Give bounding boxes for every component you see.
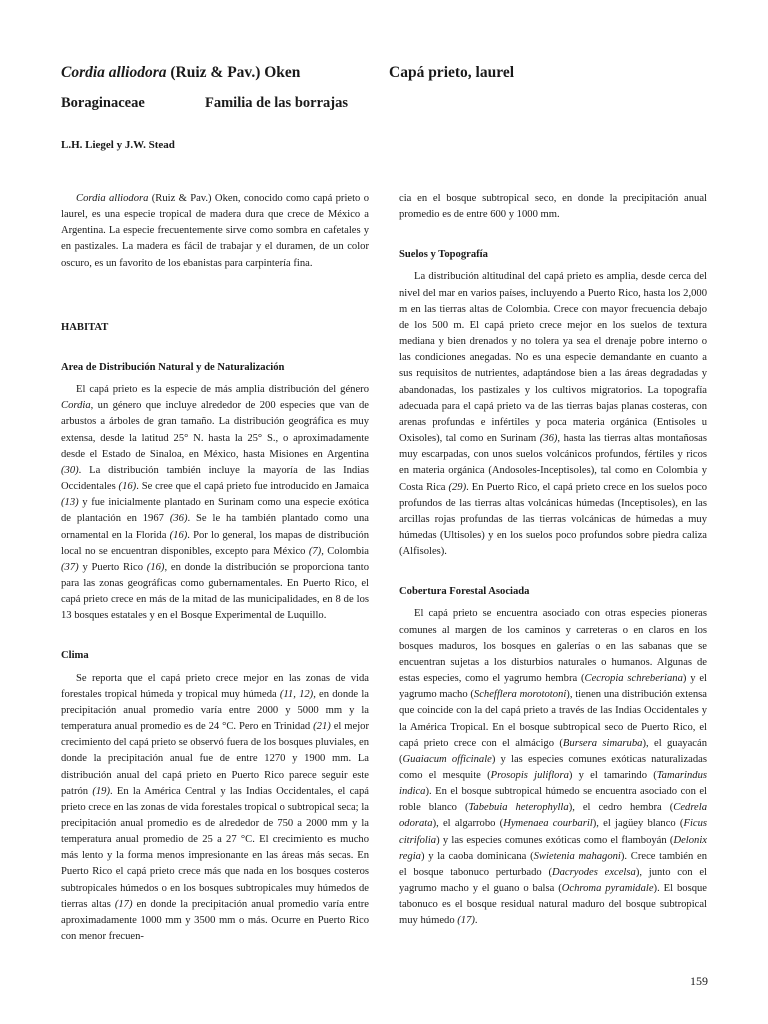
italic-text: Hymenaea courbaril [503, 818, 593, 830]
cobertura-heading: Cobertura Forestal Asociada [399, 586, 530, 598]
italic-text: Ficus citrifolia [399, 818, 708, 846]
text-run: ), el jagüey blanco ( [592, 818, 684, 830]
text-run: Se reporta que el capá prieto crece mejor en las zonas de vida forestales tropical húmeda y tropical muy húmeda [61, 672, 369, 700]
italic-text: (16) [169, 529, 188, 541]
habitat-heading: HABITAT [61, 321, 109, 333]
suelos-heading: Suelos y Topografía [399, 249, 488, 261]
italic-text: Tabebuia heterophylla [468, 802, 569, 814]
text-run: y fue inicialmente plantado en Surinam como una especie exótica de plantación en 1967 [61, 497, 369, 525]
italic-text: (16) [146, 561, 165, 573]
left-column [61, 191, 369, 945]
italic-text: Bursera simaruba [562, 737, 643, 749]
text-run: ). El bosque tabonuco es el bosque residual natural maduro del bosque subtropical muy húmedo [399, 883, 707, 927]
species-title [61, 64, 300, 82]
italic-text: Cordia [61, 400, 91, 412]
text-run: , en donde la distribución se proporciona tanto para las zonas geográficas como gubernamentales. En Puerto Rico, el capá prieto crece en más de la mitad de las municipalidades, en 8 de los 13 bosques estatales y en el Bosque Experimental de Luquillo. [61, 561, 369, 622]
text-run: ) y el tamarindo ( [568, 770, 657, 781]
page-number: 159 [690, 974, 708, 988]
text-run: . En Puerto Rico, el capá prieto crece en los suelos poco profundos de las tierras altas volcánicas húmedas (Inceptisoles), en las arcillas rojas profundas de las tierras volcánicas de húmedas a muy húmedas (Ultisoles) y en los suelos poco profundos sobre piedra caliza (Alfisoles). [399, 481, 708, 558]
italic-text: (7) [308, 545, 322, 557]
italic-text: Cecropia schreberiana [584, 673, 683, 685]
cobertura-paragraph [399, 606, 707, 929]
right-column [399, 191, 707, 930]
text-run: (Ruiz & Pav.) Oken, conocido como capá prieto o laurel, es una especie tropical de madera dura que crece de México a Argentina. La especie frecuentemente sirve como sombra en cafetales y en pastizales. La madera es fácil de trabajar y el duramen, de un color oscuro, es un favorito de los ebanistas para carpintería fina. [61, 193, 369, 269]
text-run: ). Crece también en el bosque tabonuco perturbado ( [399, 850, 707, 878]
text-run: ) y el yagrumo macho ( [399, 673, 707, 701]
italic-text: Ochroma pyramidale [561, 883, 654, 895]
text-run: en donde la precipitación anual promedio varía entre aproximadamente 1000 mm y 3500 mm o más. Ocurre en Puerto Rico con menor frecuen- [61, 898, 370, 943]
text-run: ) y las especies comunes exóticas como el flamboyán ( [436, 834, 674, 846]
italic-text: (19) [92, 785, 110, 797]
italic-text: Dacryodes excelsa [551, 866, 636, 878]
text-run: ), tienen una distribución extensa que coincide con la del capá prieto a través de las Indias Occidentales y la América Tropical. En el bosque subtropical seco de Puerto Rico, el capá prieto crece con el almácigo ( [399, 689, 707, 749]
text-run: , un género que incluye alrededor de 200 especies que van de arbustos a árboles de gran tamaño. La distribución geográfica es muy extensa, desde la latitud 25° N. hasta la 25° S., o aproximadamente desde el Estado de Sinaloa, en México, hasta Misiones en Argentina [61, 400, 369, 460]
italic-text: (16) [118, 481, 137, 493]
intro-paragraph [61, 191, 369, 272]
text-run: . Se le ha también plantado como una ornamental en la Florida [61, 513, 369, 541]
italic-text: (17) [457, 915, 475, 927]
clima-heading: Clima [61, 650, 89, 662]
text-run: La distribución altitudinal del capá prieto es amplia, desde cerca del nivel del mar en varios países, incluyendo a Puerto Rico, hasta los 2,000 m en las tierras altas de Colombia. Crece con mayor frecuencia debajo de los 500 m. El capá prieto crece mejor en los suelos de textura mediana y bien drenados y no tolera ya sea el drenaje pobre interno o las condiciones anegadas. No es una especie demandante en cuanto a sus requisitos de nutrientes, adaptándose bien a las áreas degradadas y abandonadas, los pastizales y los cultivos migratorios. La topografía adecuada para el capá prieto va de las tierras bajas planas costeras, con arenas profundas e infértiles y poca materia orgánica (Entisoles u Oxisoles), tal como en Surinam [399, 271, 707, 445]
italic-text: (21) [313, 721, 331, 733]
italic-text: Tamarindus indica [399, 770, 707, 798]
family-name: Boraginaceae [61, 95, 145, 111]
text-run: . En la América Central y las Indias Occidentales, el capá prieto crece en las zonas de vida forestales tropical o subtropical seca; la precipitación anual promedio es de alrededor de 750 a 2000 mm y la temperatura anual promedio de 25 a 27 °C. El crecimiento es mucho más lento y la forma menos impresionante en las áreas más secas. En Puerto Rico el capá prieto crece más que nada en los bosques costeros subtropicales húmedos o en los bosques subtropicales muy húmedos de tierras altas [61, 785, 370, 910]
italic-text: (29) [448, 481, 467, 493]
italic-text: Swietenia mahagoni [533, 850, 621, 862]
italic-text: (37) [61, 561, 79, 573]
common-name-title: Capá prieto, laurel [389, 64, 514, 81]
italic-text: Cordia alliodora [76, 193, 149, 204]
italic-text: (13) [61, 497, 79, 509]
text-run: , en donde la precipitación anual promedio varía entre 2000 y 5000 mm y la temperatura anual promedio es de 24 °C. Pero en Trinidad [61, 688, 369, 733]
italic-text: Prosopis juliflora [490, 770, 569, 781]
italic-text: (30) [61, 464, 79, 476]
text-run: ), junto con el yagrumo macho y el guano o balsa ( [399, 866, 708, 895]
text-run: ), el cedro hembra ( [568, 802, 674, 814]
clima-paragraph-continued: cia en el bosque subtropical seco, en donde la precipitación anual promedio es de entre 600 y 1000 mm. [399, 193, 707, 221]
italic-text: (11, 12) [279, 688, 314, 700]
italic-text: (36) [169, 513, 188, 525]
text-run: y Puerto Rico [78, 561, 147, 573]
authors: L.H. Liegel y J.W. Stead [61, 139, 175, 151]
italic-text: Cedrela odorata [399, 802, 707, 830]
text-run: . La distribución también incluye la mayoría de las Indias Occidentales [61, 464, 369, 493]
clima-paragraph [61, 671, 369, 946]
text-run: ), el algarrobo ( [432, 818, 504, 830]
italic-text: Guaiacum officinale [402, 753, 492, 765]
suelos-paragraph [399, 269, 707, 560]
text-run: . [474, 915, 478, 927]
author-citation: (Ruiz & Pav.) Oken [166, 64, 301, 81]
distribution-paragraph [61, 382, 369, 624]
text-run: . Por lo general, los mapas de distribución local no se encuentran disponibles, excepto para México [61, 529, 369, 557]
distribution-heading: Area de Distribución Natural y de Naturalización [61, 361, 285, 373]
text-run: ), el guayacán ( [399, 737, 707, 765]
text-run: ). En el bosque subtropical húmedo se encuentra asociado con el roble blanco ( [399, 786, 707, 814]
text-run: , Colombia [321, 545, 369, 557]
scientific-name: Cordia alliodora [61, 64, 167, 81]
italic-text: (17) [114, 898, 133, 910]
family-common-name: Familia de las borrajas [205, 95, 348, 111]
text-run: , hasta las tierras altas montañosas muy escarpadas, con unos suelos volcánicos profundos, fértiles y ricos en materia orgánica (Andosoles-Inceptisoles), tal como en Colombia y Costa Rica [399, 433, 707, 493]
text-run: ) y la caoba dominicana ( [420, 850, 534, 862]
italic-text: Schefflera morototoni [473, 689, 567, 701]
text-run: El capá prieto es la especie de más amplia distribución del género [76, 384, 369, 396]
text-run: ) y las especies comunes exóticas naturalizadas como el mesquite ( [399, 753, 708, 781]
text-run: el mejor crecimiento del capá prieto se observó fuera de los bosques pluviales, en donde la precipitación anual fue de entre 1270 y 1900 mm. La distribución anual del capá prieto en Puerto Rico parece seguir este patrón [61, 721, 369, 797]
text-run: El capá prieto se encuentra asociado con otras especies pioneras comunes al margen de los caminos y carreteras o en claros en los bosques maduros, los bosques en galerías o en las sabanas que se encuentran sujetas a los disturbios naturales o humanos. Algunas de estas especies, como el yagrumo hembra ( [399, 608, 707, 685]
text-run: . Se cree que el capá prieto fue introducido en Jamaica [136, 481, 369, 493]
italic-text: (36) [539, 433, 558, 445]
italic-text: Delonix regia [399, 834, 707, 862]
